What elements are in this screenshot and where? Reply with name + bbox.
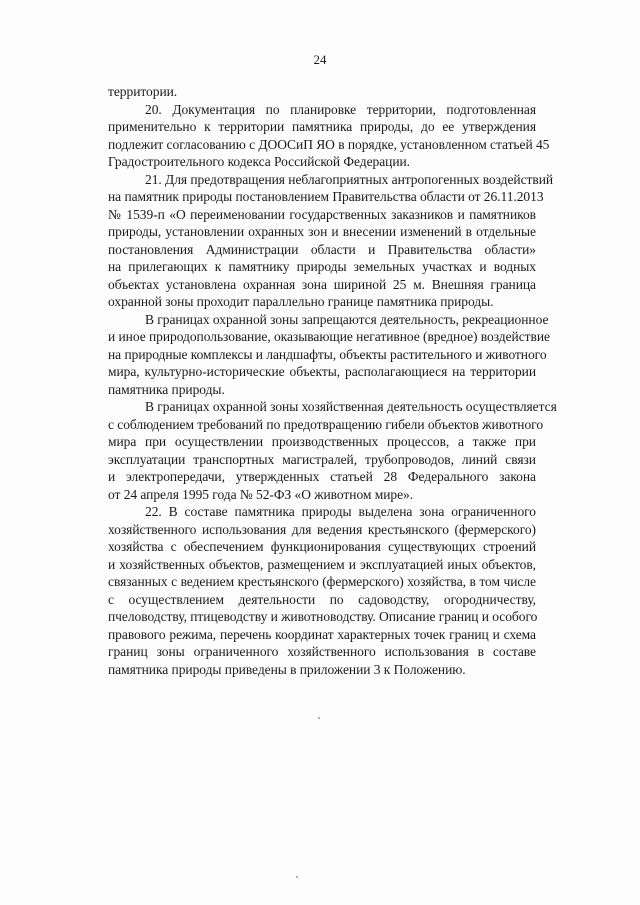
text-line: мира, культурно-исторические объекты, располагающиеся на территории <box>108 364 536 379</box>
text-line: охранной зоны проходит параллельно границе памятника природы. <box>108 294 494 309</box>
paragraph-p21c <box>108 398 557 503</box>
text-line: 22. В составе памятника природы выделена зона ограниченного <box>145 504 536 519</box>
text-line: памятника природы. <box>108 381 225 397</box>
text-line: хозяйственного использования для ведения крестьянского (фермерского) <box>108 521 536 537</box>
paragraph-p0 <box>108 83 536 101</box>
text-line: и иное природопользование, оказывающие негативное (вредное) воздействие <box>108 329 550 344</box>
text-line: применительно к территории памятника природы, до ее утверждения <box>108 119 536 134</box>
text-line: постановления Администрации области и Правительства области» <box>108 241 536 257</box>
text-line: подлежит согласованию с ДООСиП ЯО в порядке, установленном статьей 45 <box>108 136 550 152</box>
text-line: № 1539-п «О переименовании государственных заказников и памятников <box>108 206 536 222</box>
text-line: В границах охранной зоны запрещаются деятельность, рекреационное <box>145 311 549 327</box>
paragraph-p20 <box>108 101 550 171</box>
text-line: связанных с ведением крестьянского (фермерского) хозяйства, в том числе <box>108 574 536 589</box>
scan-speck <box>318 717 320 719</box>
text-line: с осуществлением деятельности по садоводству, огородничеству, <box>108 591 536 607</box>
document-body <box>108 83 557 678</box>
text-line: на прилегающих к памятнику природы земельных участках и водных <box>108 259 536 274</box>
text-line: от 24 апреля 1995 года № 52-ФЗ «О животном мире». <box>108 486 414 502</box>
text-line: природы, установлении охранных зон и внесении изменений в отдельные <box>108 224 536 239</box>
text-line: и хозяйственных объектов, размещением и эксплуатацией иных объектов, <box>108 556 536 572</box>
text-line: на памятник природы постановлением Правительства области от 26.11.2013 <box>108 189 544 204</box>
text-line: объектах установлена охранная зона шириной 25 м. Внешняя граница <box>108 276 536 292</box>
text-line: с соблюдением требований по предотвращению гибели объектов животного <box>108 416 544 432</box>
text-line: 21. Для предотвращения неблагоприятных антропогенных воздействий <box>145 171 554 187</box>
text-line: пчеловодству, птицеводству и животноводству. Описание границ и особого <box>108 609 538 624</box>
text-line: Градостроительного кодекса Российской Федерации. <box>108 154 410 169</box>
text-line: памятника природы приведены в приложении 3 к Положению. <box>108 661 466 677</box>
scan-speck <box>296 876 298 878</box>
text-line: хозяйства с обеспечением функционирования существующих строений <box>108 539 536 554</box>
text-line: на природные комплексы и ландшафты, объекты растительного и животного <box>108 346 547 362</box>
text-line: территории. <box>108 84 178 99</box>
page-number: 24 <box>313 52 327 67</box>
text-line: мира при осуществлении производственных процессов, а также при <box>108 434 536 449</box>
paragraph-p22 <box>108 503 536 678</box>
text-line: В границах охранной зоны хозяйственная деятельность осуществляется <box>145 399 557 414</box>
text-line: эксплуатации транспортных магистралей, трубопроводов, линий связи <box>108 451 536 467</box>
text-line: 20. Документация по планировке территории, подготовленная <box>145 101 536 117</box>
text-line: границ зоны ограниченного хозяйственного использования в составе <box>108 644 536 659</box>
paragraph-p21b <box>108 311 550 399</box>
text-line: правового режима, перечень координат характерных точек границ и схема <box>108 626 536 642</box>
text-line: и электропередачи, утвержденных статьей 28 Федерального закона <box>108 469 536 484</box>
paragraph-p21 <box>108 171 554 311</box>
